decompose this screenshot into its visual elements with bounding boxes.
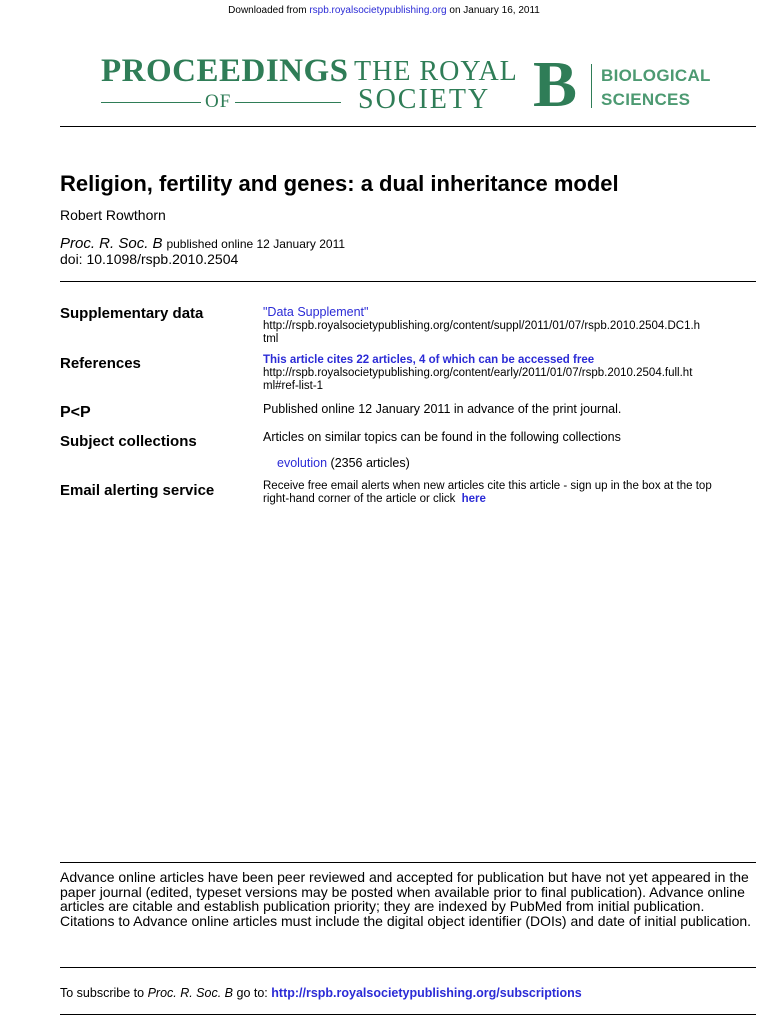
email-label: Email alerting service: [60, 482, 215, 499]
advance-notice: Advance online articles have been peer reviewed and accepted for publication but have not yet appeared in the paper journal (edited, typeset versions may be posted when available prior to final publication). Advance online articles are citable and establish publication priority; they are indexed by PubMed from initial publication. Citations to Advance online articles must include the digital object identifier (DOIs) and date of initial publication.: [60, 869, 752, 929]
journal-name: Proc. R. Soc. B: [60, 235, 163, 252]
pp-label: P<P: [60, 404, 91, 421]
subject-collection: [277, 456, 410, 470]
references-label: References: [60, 355, 141, 372]
footer-rule-bottom: [60, 1014, 756, 1015]
info-rule: [60, 281, 756, 282]
subscribe-mid: go to:: [236, 986, 268, 1000]
data-supplement-link[interactable]: "Data Supplement": [263, 305, 369, 319]
subscribe-prefix: To subscribe to: [60, 986, 145, 1000]
supplementary-value: [263, 306, 758, 346]
logo-the-royal: THE ROYAL: [354, 56, 518, 87]
logo-biological: BIOLOGICAL: [601, 66, 711, 85]
supplementary-label: Supplementary data: [60, 305, 204, 322]
pp-text: Published online 12 January 2011 in advance of the print journal.: [263, 402, 622, 416]
references-url-2: ml#ref-list-1: [263, 380, 324, 392]
logo-proceedings: PROCEEDINGS: [101, 53, 349, 89]
logo-of: OF: [201, 91, 235, 113]
supplementary-url-1: http://rspb.royalsocietypublishing.org/content/suppl/2011/01/07/rspb.2010.2504.DC1.h: [263, 320, 701, 332]
evolution-link[interactable]: evolution: [277, 456, 328, 470]
logo-letter-b: B: [533, 48, 578, 121]
email-text-2: right-hand corner of the article or click: [263, 493, 456, 505]
download-line: [0, 5, 768, 16]
article-citation: [60, 235, 345, 252]
supplementary-url-2: tml: [263, 333, 279, 345]
references-link[interactable]: This article cites 22 articles, 4 of which can be accessed free: [263, 354, 595, 366]
email-value: [263, 480, 758, 506]
published-date: published online 12 January 2011: [166, 237, 346, 251]
logo-sciences: SCIENCES: [601, 90, 691, 109]
subject-text: Articles on similar topics can be found in the following collections: [263, 430, 621, 444]
email-here-link[interactable]: here: [461, 493, 486, 505]
subscribe-journal: Proc. R. Soc. B: [147, 986, 234, 1000]
subscribe-url-link[interactable]: http://rspb.royalsocietypublishing.org/subscriptions: [271, 986, 582, 1000]
header-rule: [60, 126, 756, 127]
logo-biological-sciences: [601, 64, 711, 112]
footer-rule-mid: [60, 967, 756, 968]
evolution-count: (2356 articles): [330, 456, 410, 470]
logo-divider: [591, 64, 592, 108]
references-url-1: http://rspb.royalsocietypublishing.org/content/early/2011/01/07/rspb.2010.2504.full.ht: [263, 367, 693, 379]
article-title: Religion, fertility and genes: a dual inheritance model: [60, 171, 619, 196]
subscribe-line: [60, 986, 582, 1000]
article-author: Robert Rowthorn: [60, 207, 166, 223]
subject-label: Subject collections: [60, 433, 197, 450]
footer-rule-top: [60, 862, 756, 863]
download-site-link[interactable]: rspb.royalsocietypublishing.org: [309, 5, 447, 16]
references-value: [263, 354, 758, 393]
download-prefix: Downloaded from: [228, 5, 307, 16]
email-text-1: Receive free email alerts when new articles cite this article - sign up in the box at the top: [263, 480, 712, 492]
article-doi: doi: 10.1098/rspb.2010.2504: [60, 251, 239, 267]
logo-society: SOCIETY: [358, 84, 491, 115]
download-suffix: on January 16, 2011: [449, 5, 540, 16]
